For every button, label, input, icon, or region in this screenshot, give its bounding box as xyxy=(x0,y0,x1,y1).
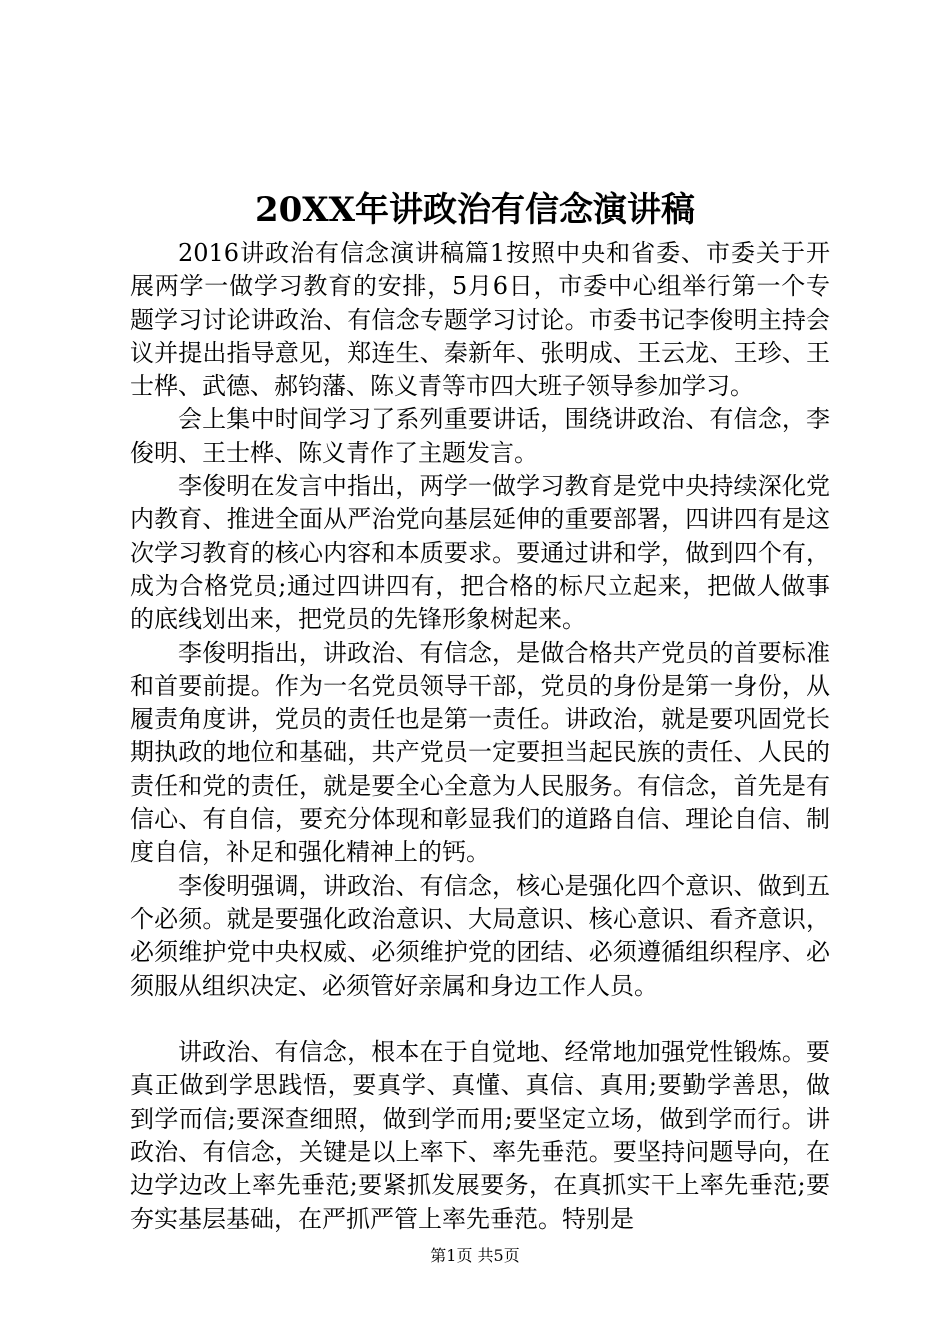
paragraph-3: 李俊明在发言中指出，两学一做学习教育是党中央持续深化党内教育、推进全面从严治党向基层延伸的重要部署，四讲四有是这次学习教育的核心内容和本质要求。要通过讲和学，做到四个有，成为合格党员;通过四讲四有，把合格的标尺立起来，把做人做事的底线划出来，把党员的先锋形象树起来。 xyxy=(130,472,830,634)
paragraph-6: 讲政治、有信念，根本在于自觉地、经常地加强党性锻炼。要真正做到学思践悟，要真学、真懂、真信、真用;要勤学善思，做到学而信;要深查细照，做到学而用;要坚定立场，做到学而行。讲政治、有信念，关键是以上率下、率先垂范。要坚持问题导向，在边学边改上率先垂范;要紧抓发展要务，在真抓实干上率先垂范;要夯实基层基础，在严抓严管上率先垂范。特别是 xyxy=(130,1038,830,1233)
paragraph-5: 李俊明强调，讲政治、有信念，核心是强化四个意识、做到五个必须。就是要强化政治意识、大局意识、核心意识、看齐意识，必须维护党中央权威、必须维护党的团结、必须遵循组织程序、必须服从组织决定、必须管好亲属和身边工作人员。 xyxy=(130,871,830,1000)
page-footer: 第1页 共5页 xyxy=(430,1246,520,1265)
document-title: 20XX年讲政治有信念演讲稿 xyxy=(254,190,696,230)
document-body xyxy=(130,237,830,1236)
paragraph-4: 李俊明指出，讲政治、有信念，是做合格共产党员的首要标准和首要前提。作为一名党员领导干部，党员的身份是第一身份，从履责角度讲，党员的责任也是第一责任。讲政治，就是要巩固党长期执政的地位和基础，共产党员一定要担当起民族的责任、人民的责任和党的责任，就是要全心全意为人民服务。有信念，首先是有信心、有自信，要充分体现和彰显我们的道路自信、理论自信、制度自信，补足和强化精神上的钙。 xyxy=(130,638,830,867)
paragraph-2: 会上集中时间学习了系列重要讲话，围绕讲政治、有信念，李俊明、王士桦、陈义青作了主题发言。 xyxy=(130,405,830,467)
paragraph-spacer xyxy=(130,1003,830,1036)
paragraph-1: 2016讲政治有信念演讲稿篇1按照中央和省委、市委关于开展两学一做学习教育的安排，5月6日，市委中心组举行第一个专题学习讨论讲政治、有信念专题学习讨论。市委书记李俊明主持会议并提出指导意见，郑连生、秦新年、张明成、王云龙、王珍、王士桦、武德、郝钧藩、陈义青等市四大班子领导参加学习。 xyxy=(130,239,830,401)
